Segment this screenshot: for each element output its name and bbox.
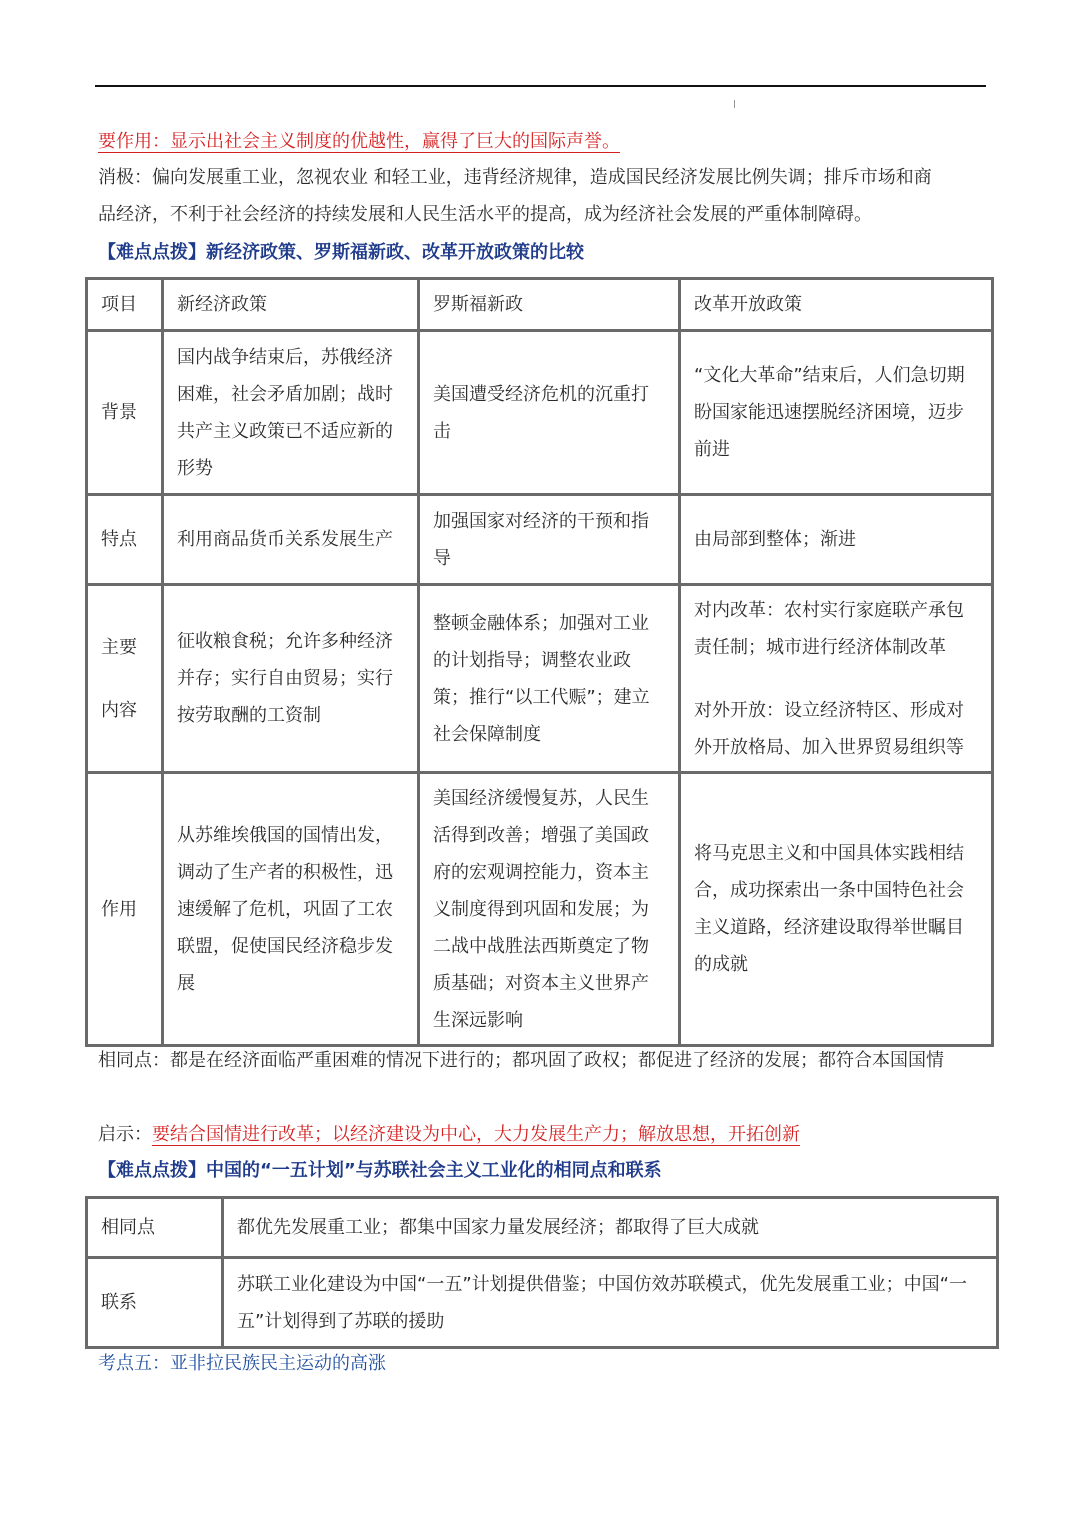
effect-line	[98, 123, 620, 160]
row-label: 相同点	[87, 1198, 223, 1258]
cell-reform: “文化大革命”结束后，人们急切期盼国家能迅速摆脱经济困境，迈步前进	[680, 331, 993, 495]
row-label-part-2: 内容	[101, 699, 137, 721]
row-label: 作用	[87, 773, 163, 1046]
cell-reform: 由局部到整体；渐进	[680, 495, 993, 585]
row-label-part-1: 主要	[101, 636, 137, 658]
inspiration-line	[98, 1116, 800, 1153]
header-cell-new-deal: 罗斯福新政	[419, 279, 680, 331]
cell-nep: 国内战争结束后，苏俄经济困难，社会矛盾加剧；战时共产主义政策已不适应新的形势	[163, 331, 419, 495]
cell-new-deal: 加强国家对经济的干预和指导	[419, 495, 680, 585]
five-year-plan-table	[85, 1196, 999, 1349]
table-header-row	[87, 279, 993, 331]
row-text: 都优先发展重工业；都集中国家力量发展经济；都取得了巨大成就	[223, 1198, 998, 1258]
table-row-effect	[87, 773, 993, 1046]
topic-five: 考点五：亚非拉民族民主运动的高涨	[98, 1353, 386, 1374]
table-row-same	[87, 1198, 998, 1258]
cell-nep: 利用商品货币关系发展生产	[163, 495, 419, 585]
inspiration-label: 启示：	[98, 1124, 152, 1145]
cell-nep: 从苏维埃俄国的国情出发，调动了生产者的积极性，迅速缓解了危机，巩固了工农联盟，促使国民经济稳步发展	[163, 773, 419, 1046]
row-label: 联系	[87, 1258, 223, 1348]
reform-external: 对外开放：设立经济特区、形成对外开放格局、加入世界贸易组织等	[694, 699, 964, 758]
header-cell-reform: 改革开放政策	[680, 279, 993, 331]
header-rule	[95, 85, 986, 87]
table-row-link	[87, 1258, 998, 1348]
cell-new-deal: 美国遭受经济危机的沉重打击	[419, 331, 680, 495]
negative-line-1: 消极：偏向发展重工业，忽视农业 和轻工业，违背经济规律，造成国民经济发展比例失调；排斥市场和商	[98, 167, 932, 188]
page-tick-mark	[734, 100, 735, 108]
reform-internal: 对内改革：农村实行家庭联产承包责任制；城市进行经济体制改革	[694, 599, 964, 658]
row-label: 背景	[87, 331, 163, 495]
row-text: 苏联工业化建设为中国“一五”计划提供借鉴；中国仿效苏联模式，优先发展重工业；中国“一五”计划得到了苏联的援助	[223, 1258, 998, 1348]
cell-nep: 征收粮食税；允许多种经济并存；实行自由贸易；实行按劳取酬的工资制	[163, 585, 419, 773]
table-row-content	[87, 585, 993, 773]
comparison-table	[85, 277, 994, 1047]
same-points: 相同点：都是在经济面临严重困难的情况下进行的；都巩固了政权；都促进了经济的发展；都符合本国国情	[98, 1050, 944, 1071]
row-label	[87, 585, 163, 773]
cell-new-deal: 美国经济缓慢复苏，人民生活得到改善；增强了美国政府的宏观调控能力，资本主义制度得到巩固和发展；为二战中战胜法西斯奠定了物质基础；对资本主义世界产生深远影响	[419, 773, 680, 1046]
inspiration-text: 要结合国情进行改革；以经济建设为中心，大力发展生产力；解放思想，开拓创新	[152, 1124, 800, 1145]
negative-line-2: 品经济，不利于社会经济的持续发展和人民生活水平的提高，成为经济社会发展的严重体制障碍。	[98, 204, 872, 225]
effect-text: 要作用：显示出社会主义制度的优越性，赢得了巨大的国际声誉。	[98, 131, 620, 152]
cell-reform: 将马克思主义和中国具体实践相结合，成功探索出一条中国特色社会主义道路，经济建设取得举世瞩目的成就	[680, 773, 993, 1046]
header-cell-nep: 新经济政策	[163, 279, 419, 331]
heading-comparison: 【难点点拨】新经济政策、罗斯福新政、改革开放政策的比较	[98, 242, 584, 263]
table-row-features	[87, 495, 993, 585]
table-row-background	[87, 331, 993, 495]
heading-five-year-plan: 【难点点拨】中国的“一五计划”与苏联社会主义工业化的相同点和联系	[98, 1160, 662, 1181]
row-label: 特点	[87, 495, 163, 585]
header-cell-item: 项目	[87, 279, 163, 331]
cell-reform	[680, 585, 993, 773]
cell-new-deal: 整顿金融体系；加强对工业的计划指导；调整农业政策；推行“以工代赈”；建立社会保障制度	[419, 585, 680, 773]
